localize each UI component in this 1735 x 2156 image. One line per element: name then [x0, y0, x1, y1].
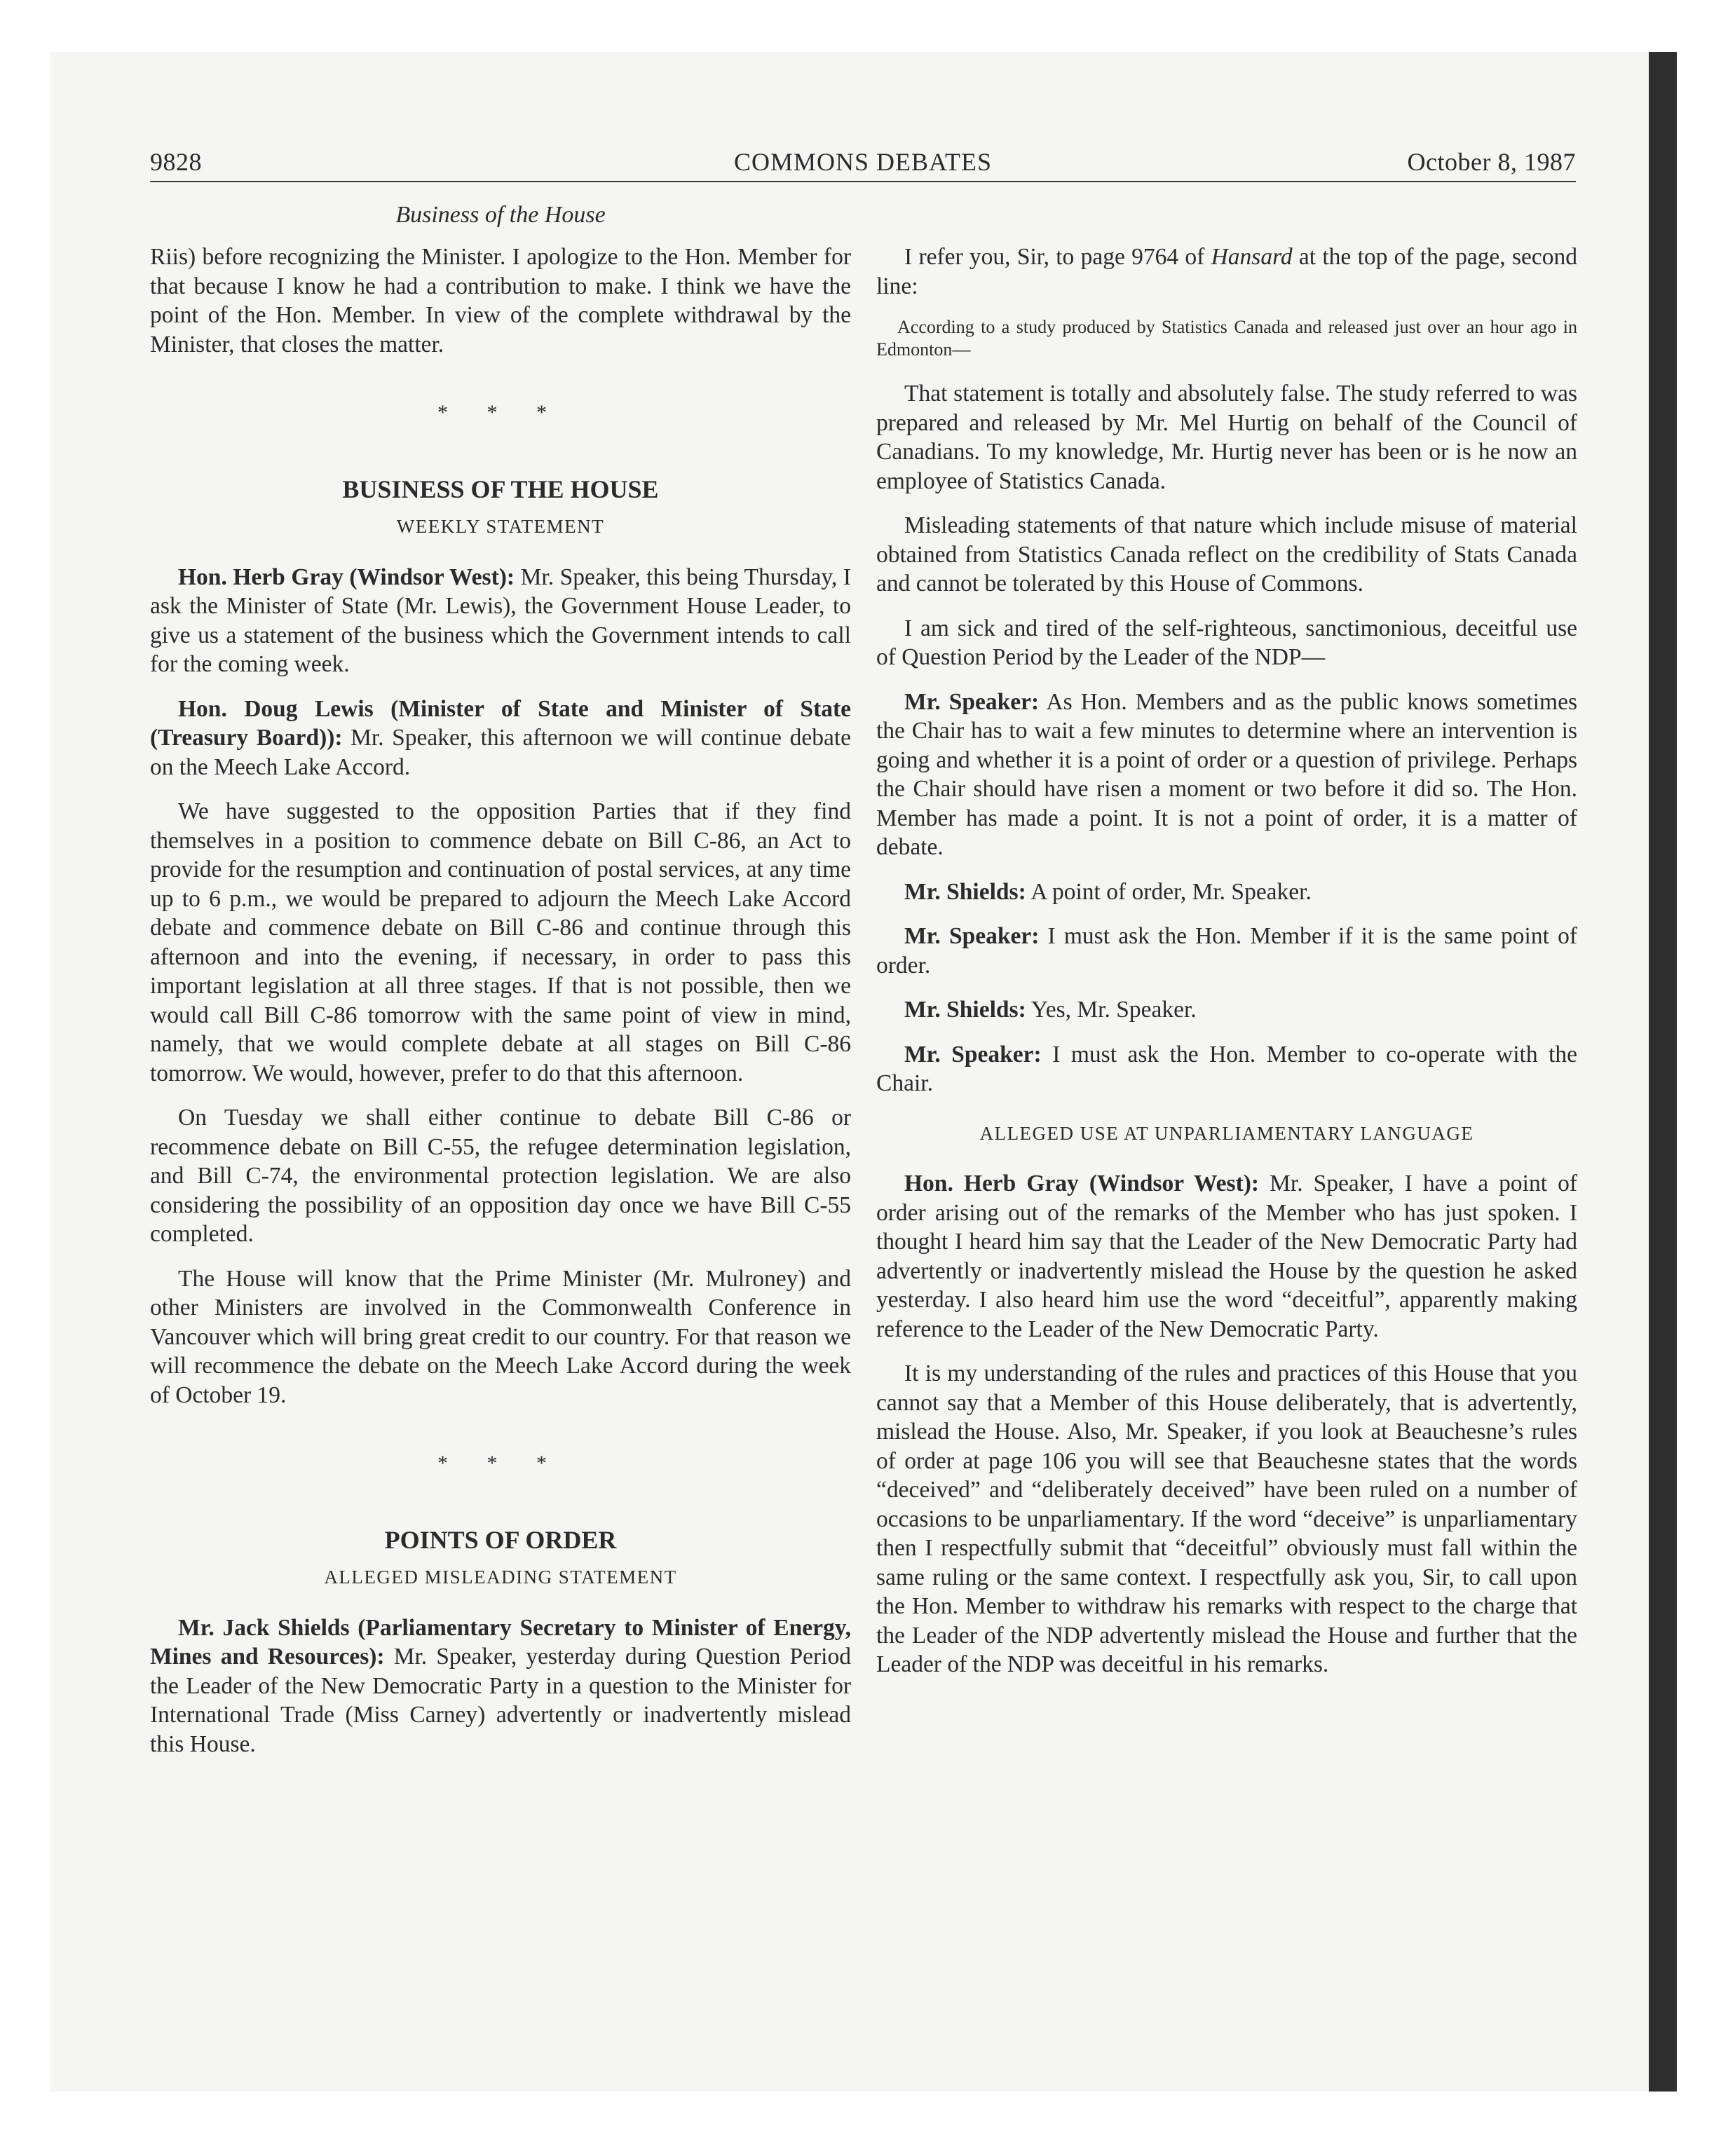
right-column	[876, 243, 1577, 1695]
publication-date: October 8, 1987	[1407, 148, 1576, 176]
speech-paragraph	[150, 695, 851, 782]
speech-paragraph	[876, 1040, 1577, 1098]
speech-text: Yes, Mr. Speaker.	[1026, 997, 1197, 1023]
speech-paragraph	[876, 878, 1577, 907]
paragraph: It is my understanding of the rules and practices of this House that you cannot say that a Member of this House deliberately, that is advertently, mislead the House. Also, Mr. Speaker, if you look at Beauchesne’s rules of order at page 106 you will see that Beauchesne states that the words “deceived” and “deliberately deceived” have been ruled on a number of occasions to be unparliamentary. If the word “deceive” is unparliamentary then I respectfully submit that “deceitful” obviously must fall within the same ruling or the same context. I respectfully ask you, Sir, to call upon the Hon. Member to withdraw his remarks with respect to the charge that the Leader of the NDP advertently mislead the House and further that the Leader of the NDP was deceitful in his remarks.	[876, 1360, 1577, 1677]
paragraph: We have suggested to the opposition Parties that if they find themselves in a position to commence debate on Bill C-86, an Act to provide for the resumption and continuation of postal services, at any time up to 6 p.m., we would be prepared to adjourn the Meech Lake Accord debate and commence debate on Bill C-86 and continue through this afternoon and into the evening, if necessary, in order to pass this important legislation at all three stages. If that is not possible, then we would call Bill C-86 tomorrow with the same point of view in mind, namely, that we would complete debate at all stages on Bill C-86 tomorrow. We would, however, prefer to do that this afternoon.	[150, 798, 851, 1086]
speaker-name: Mr. Speaker:	[904, 923, 1040, 949]
speaker-name: Mr. Shields:	[904, 878, 1026, 905]
section-subheading: WEEKLY STATEMENT	[396, 516, 605, 537]
section-separator: * * *	[437, 401, 564, 424]
left-column	[150, 243, 851, 1774]
quote-text: According to a study produced by Statistics Canada and released just over an hour ago in Edmonton—	[876, 317, 1577, 360]
page-header	[150, 147, 1576, 182]
speaker-name: Mr. Shields:	[904, 997, 1026, 1023]
paragraph: The House will know that the Prime Minister (Mr. Mulroney) and other Ministers are involved in the Commonwealth Conference in Vancouver which will bring great credit to our country. For that reason we will recommence the debate on the Meech Lake Accord during the week of October 19.	[150, 1265, 851, 1408]
speech-text: A point of order, Mr. Speaker.	[1026, 878, 1312, 905]
text-span: at the top of the page, second line:	[876, 244, 1577, 299]
paragraph: On Tuesday we shall either continue to debate Bill C-86 or recommence debate on Bill C-55, the refugee determination legislation, and Bill C-74, the environmental protection legislation. We are also considering the possibility of an opposition day once we have Bill C-55 completed.	[150, 1105, 851, 1247]
section-subheading: ALLEGED USE AT UNPARLIAMENTARY LANGUAGE	[979, 1122, 1474, 1144]
speaker-name: Hon. Herb Gray (Windsor West):	[904, 1171, 1260, 1196]
section-heading: BUSINESS OF THE HOUSE	[342, 475, 659, 503]
speech-text: Mr. Speaker, yesterday during Question Period the Leader of the New Democratic Party in a question to the Minister for International Trade (Miss Carney) advertently or inadvertently mislead this House.	[150, 1644, 851, 1757]
speech-text: Mr. Speaker, I have a point of order arising out of the remarks of the Member who has just spoken. I thought I heard him say that the Leader of the New Democratic Party had advertently or inadvertently mislead the House by the question he asked yesterday. I also heard him use the word “deceitful”, apparently making reference to the Leader of the New Democratic Party.	[876, 1171, 1577, 1342]
speaker-name: Mr. Speaker:	[904, 688, 1040, 715]
text-span: I refer you, Sir, to page 9764 of	[904, 244, 1211, 270]
speech-text: As Hon. Members and as the public knows sometimes the Chair has to wait a few minutes to determine where an intervention is going and whether it is a point of order or a question of privilege. Perhaps the Chair should have risen a moment or two before it did so. The Hon. Member has made a point. It is not a point of order, it is a matter of debate.	[876, 688, 1577, 860]
speech-text: I must ask the Hon. Member to co-operate with the Chair.	[876, 1041, 1577, 1096]
paragraph: That statement is totally and absolutely false. The study referred to was prepared and released by Mr. Mel Hurtig on behalf of the Council of Canadians. To my knowledge, Mr. Hurtig never has been or is he now an employee of Statistics Canada.	[876, 381, 1577, 494]
speech-paragraph	[150, 1613, 851, 1759]
speech-paragraph	[150, 563, 851, 679]
speaker-name: Hon. Doug Lewis (Minister of State and Minister of State (Treasury Board)):	[150, 695, 851, 751]
section-subheading: ALLEGED MISLEADING STATEMENT	[324, 1567, 677, 1588]
block-quote	[876, 316, 1577, 361]
speech-paragraph	[876, 922, 1577, 980]
speech-paragraph	[876, 688, 1577, 862]
binding-edge	[1649, 52, 1677, 2092]
paragraph: Misleading statements of that nature which include misuse of material obtained from Statistics Canada reflect on the credibility of Stats Canada and cannot be tolerated by this House of Commons.	[876, 512, 1577, 596]
paragraph: I am sick and tired of the self-righteous, sanctimonious, deceitful use of Question Period by the Leader of the NDP—	[876, 615, 1577, 670]
page-number: 9828	[150, 148, 202, 176]
speaker-name: Hon. Herb Gray (Windsor West):	[178, 564, 515, 590]
header-rule	[150, 181, 1576, 182]
speech-paragraph	[876, 995, 1577, 1025]
running-title: Business of the House	[395, 202, 606, 228]
speech-text: Mr. Speaker, this being Thursday, I ask the Minister of State (Mr. Lewis), the Government House Leader, to give us a statement of the business which the Government intends to call for the coming week.	[150, 564, 852, 677]
publication-title: COMMONS DEBATES	[733, 148, 993, 176]
speech-paragraph	[876, 1169, 1577, 1344]
hansard-italic: Hansard	[1211, 244, 1293, 270]
speaker-name: Mr. Jack Shields (Parliamentary Secretary to Minister of Energy, Mines and Resources):	[150, 1614, 851, 1670]
speech-text: Mr. Speaker, this afternoon we will continue debate on the Meech Lake Accord.	[150, 725, 851, 780]
speaker-name: Mr. Speaker:	[904, 1041, 1042, 1067]
paragraph	[876, 243, 1577, 301]
section-separator: * * *	[437, 1452, 564, 1475]
speech-text: I must ask the Hon. Member if it is the same point of order.	[876, 923, 1577, 978]
section-heading: POINTS OF ORDER	[384, 1525, 617, 1554]
paragraph: Riis) before recognizing the Minister. I apologize to the Hon. Member for that because I know he had a contribution to make. I think we have the point of the Hon. Member. In view of the complete withdrawal by the Minister, that closes the matter.	[150, 244, 851, 357]
